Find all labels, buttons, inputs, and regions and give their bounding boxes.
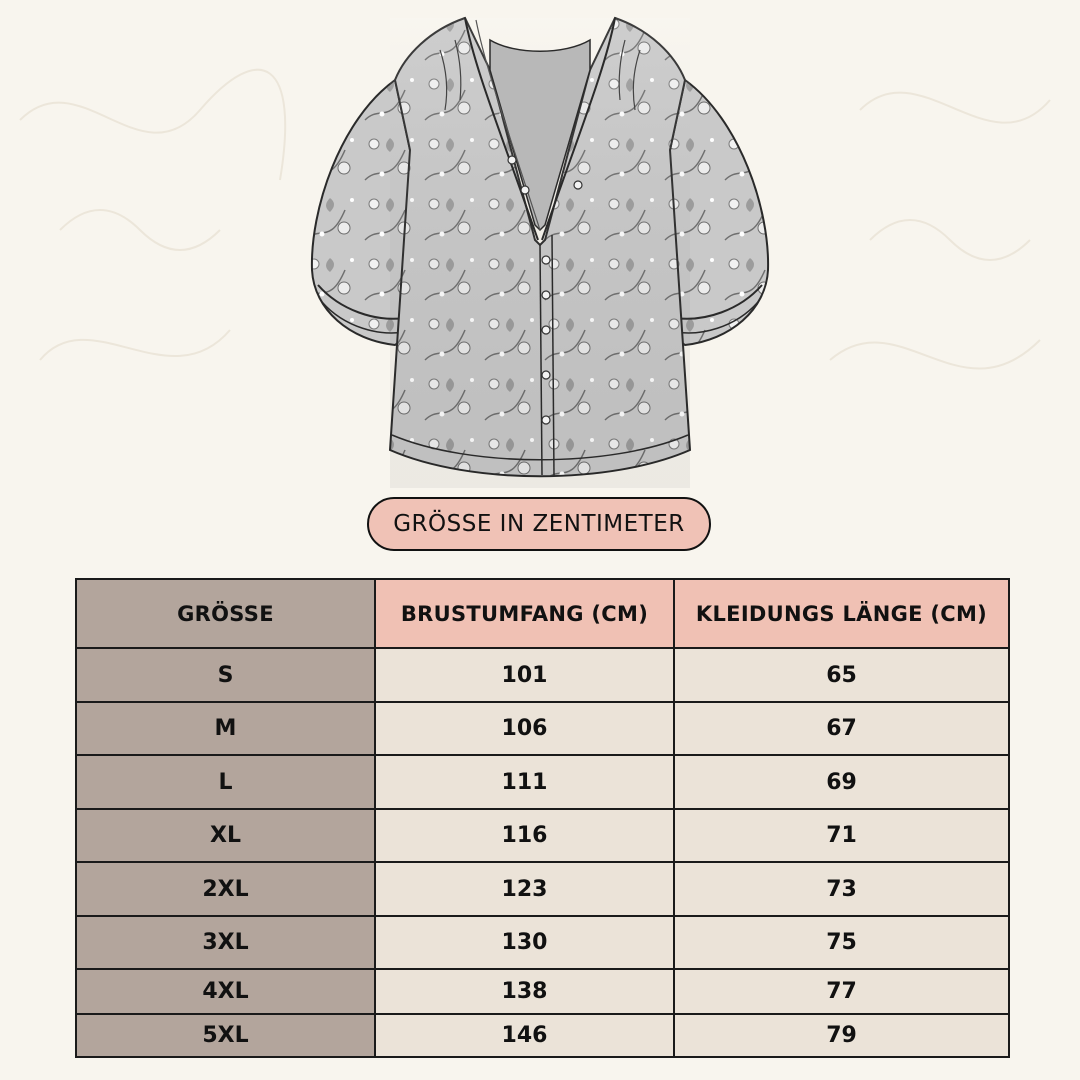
garment-icon (300, 10, 780, 490)
cell-size: L (76, 755, 375, 809)
cell-length: 79 (674, 1014, 1009, 1057)
cell-size: 2XL (76, 862, 375, 916)
cell-length: 77 (674, 969, 1009, 1014)
cell-size: S (76, 648, 375, 702)
table-row (76, 969, 1009, 1014)
cell-chest: 130 (375, 916, 674, 969)
cell-size: 5XL (76, 1014, 375, 1057)
table-row (76, 1014, 1009, 1057)
pill-label: GRÖSSE IN ZENTIMETER (393, 511, 685, 537)
table-row (76, 755, 1009, 809)
cell-chest: 111 (375, 755, 674, 809)
cell-size: 3XL (76, 916, 375, 969)
table-row (76, 916, 1009, 969)
blouse-illustration (300, 10, 780, 490)
cell-length: 69 (674, 755, 1009, 809)
cell-length: 75 (674, 916, 1009, 969)
cell-size: M (76, 702, 375, 755)
table-row (76, 809, 1009, 862)
table-row (76, 862, 1009, 916)
cell-chest: 138 (375, 969, 674, 1014)
cell-length: 65 (674, 648, 1009, 702)
cell-size: XL (76, 809, 375, 862)
cell-chest: 101 (375, 648, 674, 702)
size-unit-pill (367, 497, 711, 551)
header-size: GRÖSSE (76, 579, 375, 648)
table-row (76, 648, 1009, 702)
cell-length: 67 (674, 702, 1009, 755)
header-chest: BRUSTUMFANG (CM) (375, 579, 674, 648)
size-chart-table (75, 578, 1010, 1058)
cell-size: 4XL (76, 969, 375, 1014)
cell-length: 71 (674, 809, 1009, 862)
table-row (76, 702, 1009, 755)
cell-chest: 106 (375, 702, 674, 755)
cell-chest: 116 (375, 809, 674, 862)
cell-chest: 123 (375, 862, 674, 916)
cell-length: 73 (674, 862, 1009, 916)
header-length: KLEIDUNGS LÄNGE (CM) (674, 579, 1009, 648)
table-header-row (76, 579, 1009, 648)
cell-chest: 146 (375, 1014, 674, 1057)
